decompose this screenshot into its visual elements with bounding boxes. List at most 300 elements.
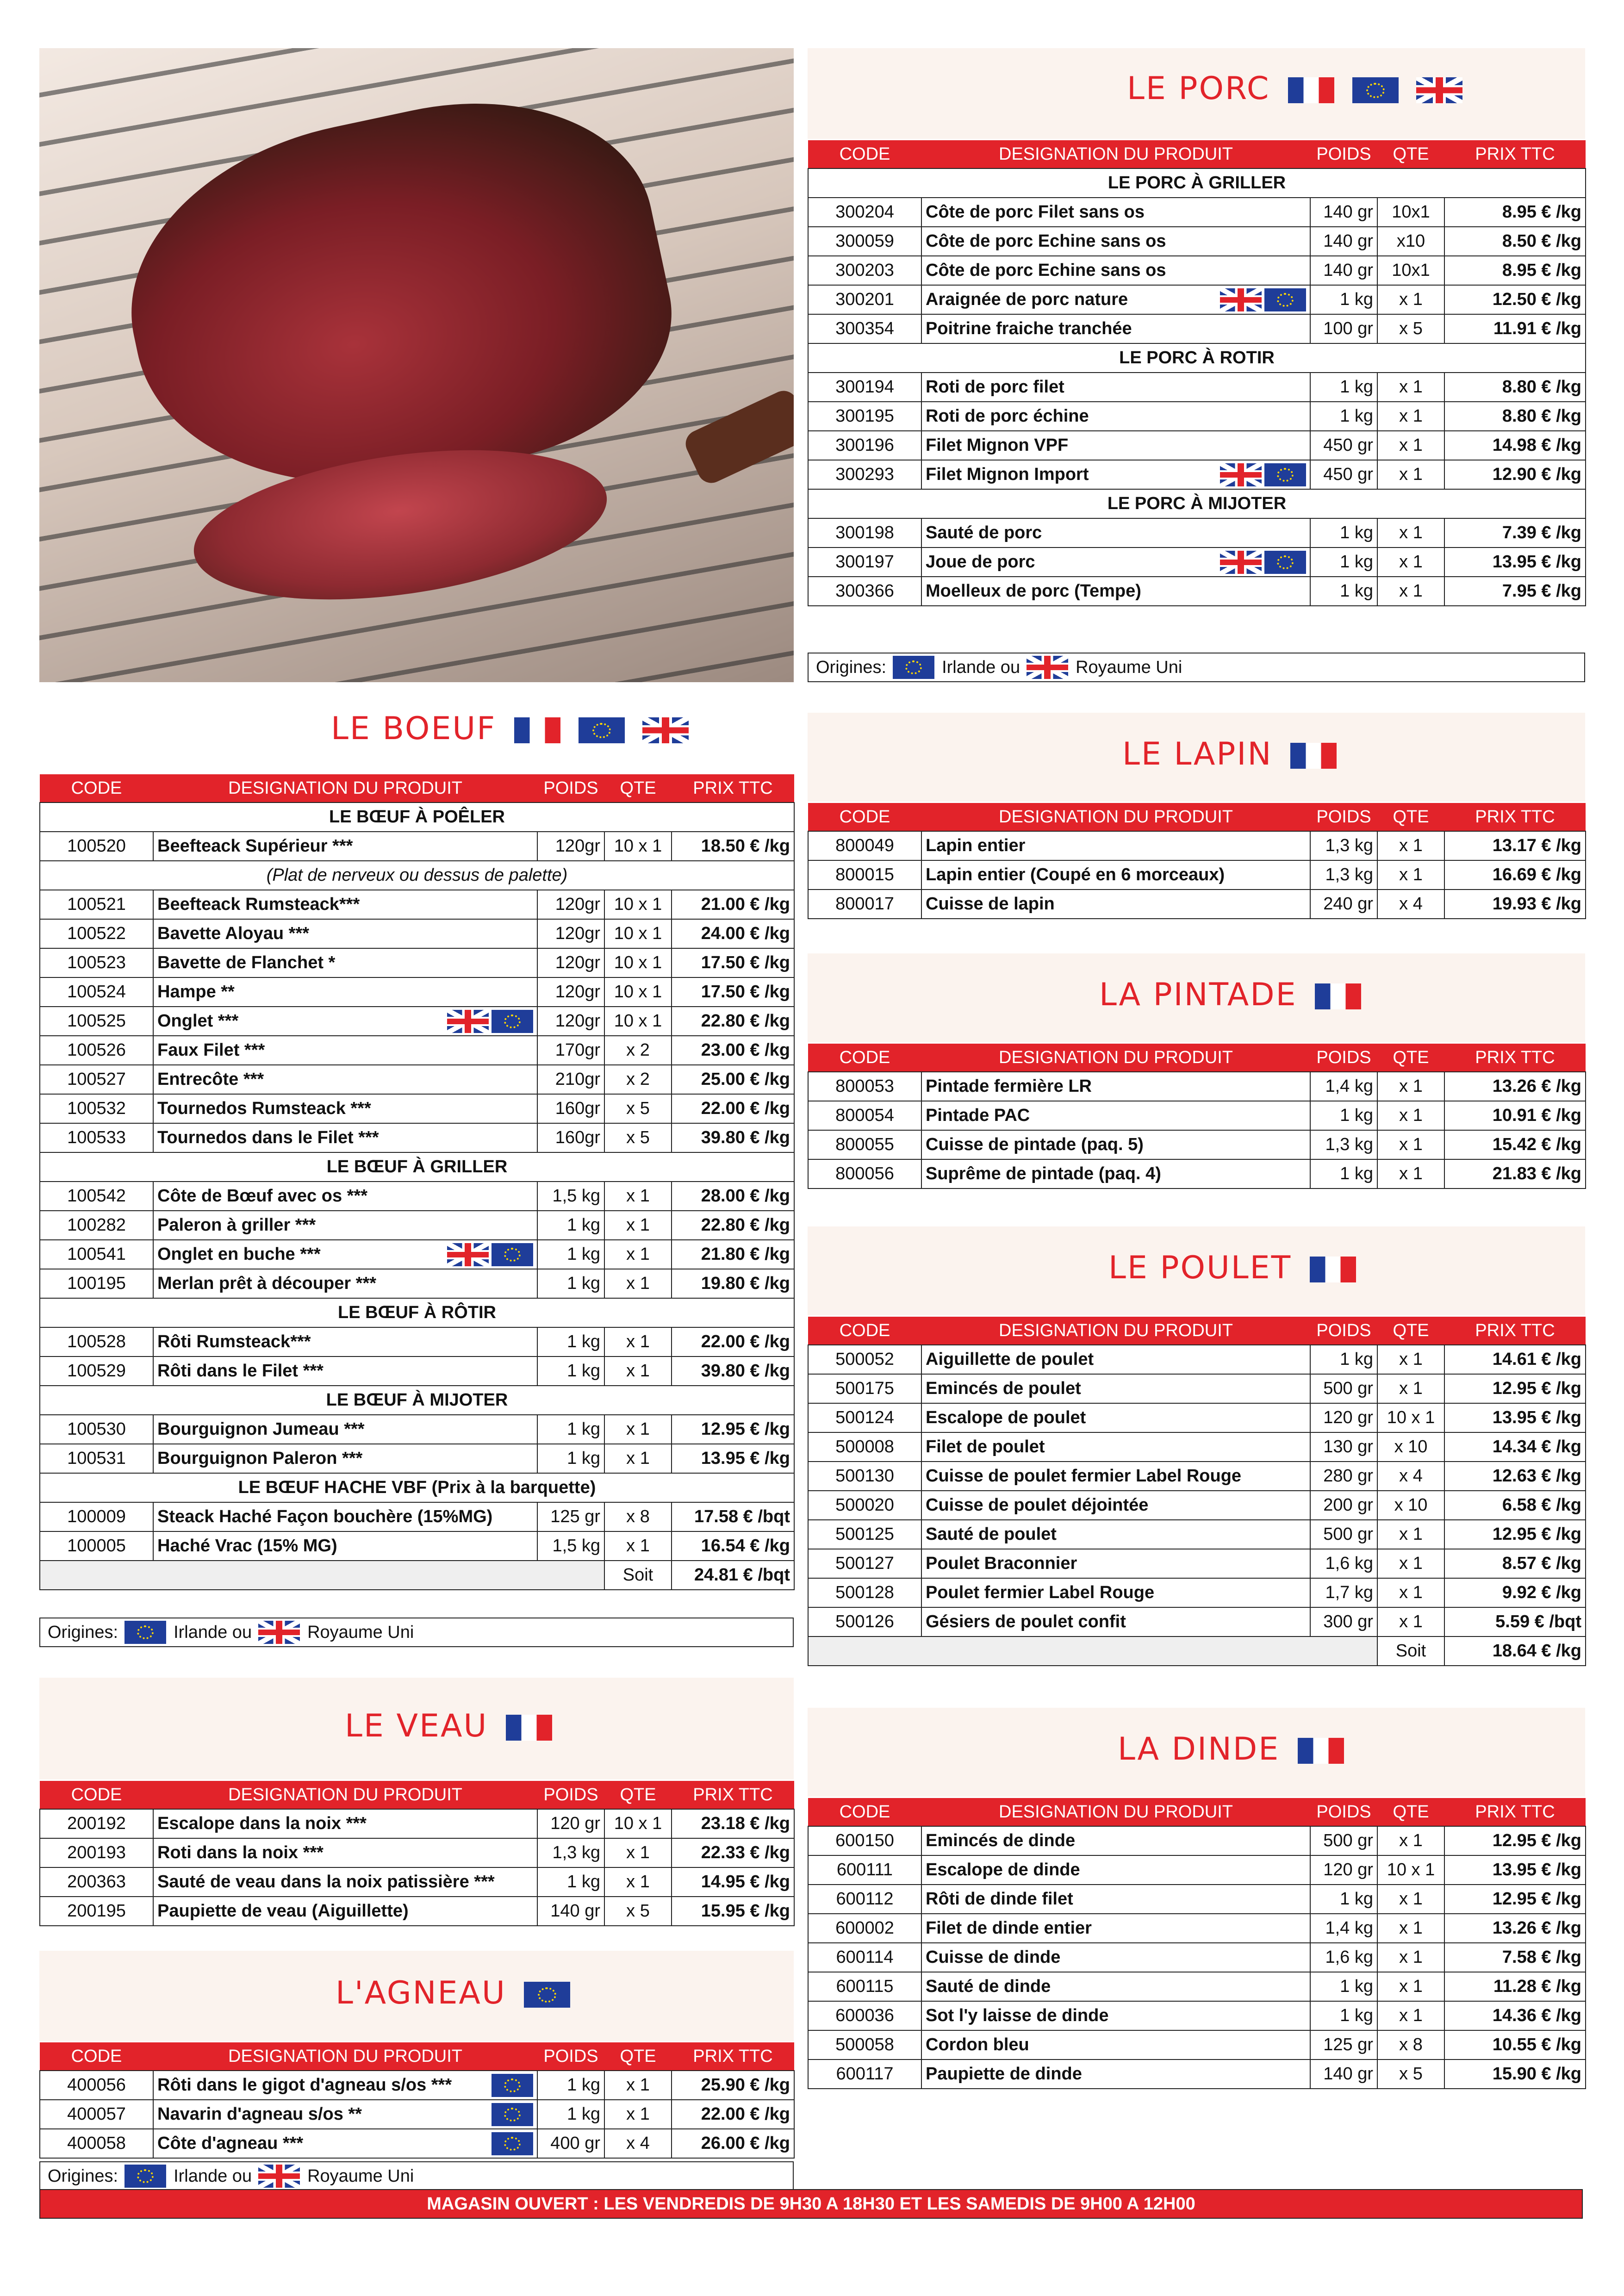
table-row <box>808 431 1586 460</box>
product-code: 600112 <box>808 1885 921 1914</box>
product-quantity: x 1 <box>604 1867 672 1897</box>
product-designation: Merlan prêt à découper *** <box>153 1269 537 1298</box>
section-title: LE PORC À MIJOTER <box>808 489 1586 518</box>
product-code: 300059 <box>808 227 921 256</box>
section-row <box>808 489 1586 518</box>
product-weight: 400 gr <box>537 2129 604 2158</box>
table-row <box>808 402 1586 431</box>
table-row <box>40 1065 794 1094</box>
empty-cell <box>40 1561 604 1590</box>
product-price: 13.17 € /kg <box>1444 831 1586 860</box>
product-weight: 1,3 kg <box>537 1838 604 1867</box>
table-row <box>40 1211 794 1240</box>
product-designation: Beefteack Supérieur *** <box>153 832 537 861</box>
product-designation: Steack Haché Façon bouchère (15%MG) <box>153 1502 537 1531</box>
product-code: 100533 <box>40 1123 153 1152</box>
table-row <box>808 577 1586 606</box>
product-price: 19.93 € /kg <box>1444 890 1586 919</box>
product-quantity: x 5 <box>604 1094 672 1123</box>
product-designation: Pintade fermière LR <box>921 1072 1310 1101</box>
section-title: LE BŒUF À MIJOTER <box>40 1386 794 1415</box>
product-quantity: x 1 <box>1377 548 1444 577</box>
table-row <box>40 861 794 890</box>
table-row <box>808 1130 1586 1159</box>
product-designation: Suprême de pintade (paq. 4) <box>921 1159 1310 1188</box>
eu-flag-icon <box>893 656 934 679</box>
eu-flag-icon <box>579 717 625 743</box>
column-header-poids: POIDS <box>537 774 604 803</box>
column-header-qte: QTE <box>604 774 672 803</box>
table-header-row <box>40 1781 794 1809</box>
porc-header <box>808 48 1585 139</box>
table-row <box>808 1159 1586 1188</box>
table-row <box>40 2129 794 2158</box>
product-designation: Paupiette de dinde <box>921 2060 1310 2089</box>
uk-flag-icon <box>1220 288 1262 311</box>
column-header-poids: POIDS <box>1310 140 1377 168</box>
product-code: 500130 <box>808 1462 921 1491</box>
product-price: 7.58 € /kg <box>1444 1943 1586 1972</box>
product-code: 100530 <box>40 1415 153 1444</box>
table-row <box>808 1549 1586 1578</box>
product-price: 8.80 € /kg <box>1444 402 1586 431</box>
product-weight: 1 kg <box>1310 518 1377 548</box>
table-row <box>808 1462 1586 1491</box>
porc-title: LE PORC <box>1127 70 1270 107</box>
section-row <box>808 343 1586 373</box>
eu-flag-icon <box>1264 551 1306 574</box>
product-price: 13.26 € /kg <box>1444 1914 1586 1943</box>
product-quantity: x 1 <box>604 1838 672 1867</box>
product-quantity: x 1 <box>1377 577 1444 606</box>
row-note: (Plat de nerveux ou dessus de palette) <box>40 861 794 890</box>
product-code: 800017 <box>808 890 921 919</box>
veau-table <box>39 1781 795 1926</box>
table-row <box>40 1531 794 1561</box>
product-price: 17.50 € /kg <box>672 977 794 1007</box>
table-row <box>808 373 1586 402</box>
product-code: 800054 <box>808 1101 921 1130</box>
table-row <box>808 1101 1586 1130</box>
product-price: 10.55 € /kg <box>1444 2030 1586 2060</box>
product-price: 18.50 € /kg <box>672 832 794 861</box>
column-header-prix: PRIX TTC <box>1444 140 1586 168</box>
product-price: 12.50 € /kg <box>1444 285 1586 314</box>
column-header-qte: QTE <box>1377 1798 1444 1826</box>
column-header-designation: DESIGNATION DU PRODUIT <box>153 774 537 803</box>
column-header-designation: DESIGNATION DU PRODUIT <box>921 1798 1310 1826</box>
product-price: 5.59 € /bqt <box>1444 1607 1586 1636</box>
product-quantity: x 1 <box>604 1327 672 1356</box>
product-designation: Poitrine fraiche tranchée <box>921 314 1310 343</box>
product-weight: 1 kg <box>1310 1345 1377 1374</box>
product-quantity: x 5 <box>604 1123 672 1152</box>
product-designation: Aiguillette de poulet <box>921 1345 1310 1374</box>
product-code: 100520 <box>40 832 153 861</box>
product-price: 24.00 € /kg <box>672 919 794 948</box>
column-header-code: CODE <box>40 2042 153 2071</box>
product-designation: Escalope dans la noix *** <box>153 1809 537 1838</box>
column-header-designation: DESIGNATION DU PRODUIT <box>921 140 1310 168</box>
product-quantity: 10 x 1 <box>604 1007 672 1036</box>
table-row <box>40 1561 794 1590</box>
product-code: 800056 <box>808 1159 921 1188</box>
product-weight: 1,7 kg <box>1310 1578 1377 1607</box>
table-row <box>40 919 794 948</box>
section-title: LE BŒUF À RÔTIR <box>40 1298 794 1327</box>
product-quantity: x 1 <box>604 1356 672 1386</box>
table-row <box>808 1826 1586 1855</box>
product-code: 300293 <box>808 460 921 489</box>
table-row <box>808 1636 1586 1666</box>
eu-flag-icon <box>124 1621 166 1644</box>
product-weight: 1 kg <box>1310 548 1377 577</box>
column-header-poids: POIDS <box>1310 803 1377 831</box>
table-row <box>808 314 1586 343</box>
product-weight: 120gr <box>537 1007 604 1036</box>
column-header-poids: POIDS <box>537 2042 604 2071</box>
table-row <box>40 1838 794 1867</box>
table-header-row <box>808 803 1586 831</box>
product-weight: 140 gr <box>1310 256 1377 285</box>
product-price: 9.92 € /kg <box>1444 1578 1586 1607</box>
uk-flag-icon <box>447 1010 489 1033</box>
soit-price: 24.81 € /bqt <box>672 1561 794 1590</box>
product-price: 8.95 € /kg <box>1444 256 1586 285</box>
product-weight: 1 kg <box>537 1415 604 1444</box>
product-quantity: x 1 <box>1377 860 1444 890</box>
uk-flag-icon <box>1220 463 1262 486</box>
product-price: 17.58 € /bqt <box>672 1502 794 1531</box>
table-header-row <box>808 140 1586 168</box>
product-weight: 120 gr <box>1310 1855 1377 1885</box>
table-row <box>808 1607 1586 1636</box>
product-designation: Navarin d'agneau s/os ** <box>153 2100 537 2129</box>
product-quantity: x 5 <box>1377 314 1444 343</box>
product-price: 14.34 € /kg <box>1444 1432 1586 1462</box>
product-designation: Poulet fermier Label Rouge <box>921 1578 1310 1607</box>
product-designation: Joue de porc <box>921 548 1310 577</box>
section-title: LE BŒUF HACHE VBF (Prix à la barquette) <box>40 1473 794 1502</box>
table-row <box>40 832 794 861</box>
section-title: LE BŒUF À POÊLER <box>40 803 794 832</box>
product-designation: Rôti de dinde filet <box>921 1885 1310 1914</box>
boeuf-header <box>39 697 794 773</box>
product-quantity: x 1 <box>1377 1374 1444 1403</box>
product-quantity: 10 x 1 <box>604 948 672 977</box>
product-weight: 1 kg <box>537 1240 604 1269</box>
product-weight: 140 gr <box>537 1897 604 1926</box>
table-row <box>40 1502 794 1531</box>
product-designation: Onglet *** <box>153 1007 537 1036</box>
product-quantity: x 1 <box>1377 1972 1444 2001</box>
product-quantity: x 1 <box>604 1444 672 1473</box>
column-header-prix: PRIX TTC <box>672 1781 794 1809</box>
column-header-code: CODE <box>808 1317 921 1345</box>
product-weight: 450 gr <box>1310 460 1377 489</box>
product-quantity: x 1 <box>1377 1101 1444 1130</box>
product-quantity: 10x1 <box>1377 256 1444 285</box>
product-weight: 120gr <box>537 919 604 948</box>
product-code: 500175 <box>808 1374 921 1403</box>
product-price: 14.61 € /kg <box>1444 1345 1586 1374</box>
column-header-poids: POIDS <box>1310 1044 1377 1072</box>
column-header-designation: DESIGNATION DU PRODUIT <box>153 1781 537 1809</box>
product-designation: Filet Mignon VPF <box>921 431 1310 460</box>
product-price: 8.57 € /kg <box>1444 1549 1586 1578</box>
table-row <box>40 948 794 977</box>
product-code: 100523 <box>40 948 153 977</box>
meat-photo <box>39 48 794 682</box>
product-quantity: x 1 <box>604 1269 672 1298</box>
product-code: 100542 <box>40 1182 153 1211</box>
table-row <box>40 977 794 1007</box>
product-designation: Filet de dinde entier <box>921 1914 1310 1943</box>
table-row <box>808 1914 1586 1943</box>
product-designation: Bavette Aloyau *** <box>153 919 537 948</box>
product-designation: Lapin entier (Coupé en 6 morceaux) <box>921 860 1310 890</box>
pintade-table <box>808 1044 1586 1189</box>
product-code: 300203 <box>808 256 921 285</box>
product-weight: 140 gr <box>1310 2060 1377 2089</box>
section-title: LE PORC À GRILLER <box>808 168 1586 198</box>
boeuf-title: LE BOEUF <box>331 710 497 747</box>
eu-flag-icon <box>492 2132 533 2155</box>
column-header-poids: POIDS <box>1310 1798 1377 1826</box>
product-quantity: x 1 <box>1377 1943 1444 1972</box>
uk-flag-icon <box>258 2165 300 2188</box>
product-code: 600115 <box>808 1972 921 2001</box>
product-price: 8.80 € /kg <box>1444 373 1586 402</box>
product-quantity: x 1 <box>1377 1914 1444 1943</box>
product-designation: Cuisse de pintade (paq. 5) <box>921 1130 1310 1159</box>
product-weight: 1 kg <box>537 1444 604 1473</box>
poulet-title: LE POULET <box>1108 1250 1292 1286</box>
product-quantity: 10 x 1 <box>604 1809 672 1838</box>
product-designation: Onglet en buche *** <box>153 1240 537 1269</box>
product-weight: 120 gr <box>1310 1403 1377 1432</box>
table-row <box>808 2001 1586 2030</box>
product-weight: 1 kg <box>537 2100 604 2129</box>
poulet-table <box>808 1317 1586 1666</box>
product-code: 100282 <box>40 1211 153 1240</box>
product-code: 100527 <box>40 1065 153 1094</box>
product-code: 300204 <box>808 198 921 227</box>
table-row <box>40 1007 794 1036</box>
product-price: 11.28 € /kg <box>1444 1972 1586 2001</box>
product-code: 500052 <box>808 1345 921 1374</box>
table-row <box>808 1855 1586 1885</box>
table-header-row <box>808 1798 1586 1826</box>
product-code: 800015 <box>808 860 921 890</box>
product-code: 300196 <box>808 431 921 460</box>
column-header-prix: PRIX TTC <box>672 774 794 803</box>
column-header-prix: PRIX TTC <box>1444 803 1586 831</box>
product-weight: 1,5 kg <box>537 1182 604 1211</box>
agneau-header <box>39 1951 794 2041</box>
product-code: 500124 <box>808 1403 921 1432</box>
table-row <box>808 2060 1586 2089</box>
product-code: 100009 <box>40 1502 153 1531</box>
product-price: 7.39 € /kg <box>1444 518 1586 548</box>
product-price: 11.91 € /kg <box>1444 314 1586 343</box>
product-quantity: x 1 <box>604 1531 672 1561</box>
column-header-prix: PRIX TTC <box>1444 1317 1586 1345</box>
table-row <box>808 548 1586 577</box>
product-quantity: x 1 <box>1377 431 1444 460</box>
product-price: 16.69 € /kg <box>1444 860 1586 890</box>
product-quantity: x 1 <box>1377 1578 1444 1607</box>
product-weight: 130 gr <box>1310 1432 1377 1462</box>
product-designation: Araignée de porc nature <box>921 285 1310 314</box>
product-price: 17.50 € /kg <box>672 948 794 977</box>
table-row <box>808 1072 1586 1101</box>
product-code: 100525 <box>40 1007 153 1036</box>
product-code: 100541 <box>40 1240 153 1269</box>
product-price: 22.80 € /kg <box>672 1211 794 1240</box>
uk-flag-icon <box>1027 656 1068 679</box>
product-weight: 1 kg <box>537 1269 604 1298</box>
eu-flag-icon <box>124 2165 166 2188</box>
table-row <box>808 198 1586 227</box>
table-row <box>808 2030 1586 2060</box>
product-designation: Escalope de poulet <box>921 1403 1310 1432</box>
product-code: 800049 <box>808 831 921 860</box>
product-designation: Lapin entier <box>921 831 1310 860</box>
uk-flag-icon <box>1416 77 1462 103</box>
table-row <box>808 1432 1586 1462</box>
product-designation: Cuisse de lapin <box>921 890 1310 919</box>
agneau-title: L'AGNEAU <box>336 1975 506 2011</box>
product-weight: 160gr <box>537 1123 604 1152</box>
product-price: 25.00 € /kg <box>672 1065 794 1094</box>
uk-flag-icon <box>1220 551 1262 574</box>
product-code: 500127 <box>808 1549 921 1578</box>
soit-label: Soit <box>604 1561 672 1590</box>
product-designation: Bourguignon Jumeau *** <box>153 1415 537 1444</box>
product-weight: 1 kg <box>1310 402 1377 431</box>
product-price: 13.95 € /kg <box>672 1444 794 1473</box>
pintade-title: LA PINTADE <box>1099 977 1297 1013</box>
product-quantity: x 1 <box>1377 1826 1444 1855</box>
poulet-header <box>808 1226 1585 1315</box>
product-code: 100005 <box>40 1531 153 1561</box>
column-header-designation: DESIGNATION DU PRODUIT <box>153 2042 537 2071</box>
column-header-qte: QTE <box>1377 1044 1444 1072</box>
product-code: 400057 <box>40 2100 153 2129</box>
table-row <box>40 1240 794 1269</box>
product-quantity: x 1 <box>1377 1885 1444 1914</box>
product-price: 12.95 € /kg <box>672 1415 794 1444</box>
dinde-table <box>808 1798 1586 2089</box>
product-price: 10.91 € /kg <box>1444 1101 1586 1130</box>
product-quantity: x 1 <box>1377 460 1444 489</box>
dinde-header <box>808 1708 1585 1797</box>
france-flag-icon <box>1290 743 1337 769</box>
product-weight: 240 gr <box>1310 890 1377 919</box>
product-quantity: x 1 <box>1377 1072 1444 1101</box>
product-quantity: 10 x 1 <box>604 832 672 861</box>
product-designation: Tournedos Rumsteack *** <box>153 1094 537 1123</box>
product-weight: 500 gr <box>1310 1826 1377 1855</box>
eu-flag-icon <box>492 1243 533 1266</box>
product-weight: 1 kg <box>537 1356 604 1386</box>
table-row <box>808 227 1586 256</box>
product-designation: Sauté de poulet <box>921 1520 1310 1549</box>
product-quantity: x 1 <box>1377 402 1444 431</box>
product-price: 8.50 € /kg <box>1444 227 1586 256</box>
product-code: 200195 <box>40 1897 153 1926</box>
table-row <box>808 831 1586 860</box>
product-weight: 1,5 kg <box>537 1531 604 1561</box>
product-code: 100531 <box>40 1444 153 1473</box>
column-header-code: CODE <box>808 1798 921 1826</box>
product-quantity: x 1 <box>1377 831 1444 860</box>
product-price: 25.90 € /kg <box>672 2071 794 2100</box>
product-weight: 1 kg <box>537 2071 604 2100</box>
product-designation: Bourguignon Paleron *** <box>153 1444 537 1473</box>
table-row <box>808 1943 1586 1972</box>
product-code: 400058 <box>40 2129 153 2158</box>
product-designation: Emincés de dinde <box>921 1826 1310 1855</box>
product-quantity: x 1 <box>1377 1520 1444 1549</box>
table-row <box>40 1867 794 1897</box>
column-header-prix: PRIX TTC <box>1444 1044 1586 1072</box>
product-code: 500125 <box>808 1520 921 1549</box>
product-code: 100529 <box>40 1356 153 1386</box>
product-quantity: x10 <box>1377 227 1444 256</box>
product-weight: 1 kg <box>1310 2001 1377 2030</box>
product-designation: Faux Filet *** <box>153 1036 537 1065</box>
product-code: 500126 <box>808 1607 921 1636</box>
product-code: 600111 <box>808 1855 921 1885</box>
product-price: 6.58 € /kg <box>1444 1491 1586 1520</box>
product-designation: Rôti dans le Filet *** <box>153 1356 537 1386</box>
column-header-code: CODE <box>808 1044 921 1072</box>
product-designation: Sauté de veau dans la noix patissière *** <box>153 1867 537 1897</box>
product-weight: 1 kg <box>1310 1101 1377 1130</box>
product-price: 12.63 € /kg <box>1444 1462 1586 1491</box>
product-weight: 1,6 kg <box>1310 1549 1377 1578</box>
product-designation: Entrecôte *** <box>153 1065 537 1094</box>
table-row <box>40 1444 794 1473</box>
product-quantity: x 4 <box>604 2129 672 2158</box>
table-row <box>808 860 1586 890</box>
table-row <box>40 1897 794 1926</box>
eu-flag-icon <box>1264 463 1306 486</box>
product-weight: 1 kg <box>1310 577 1377 606</box>
agneau-origins: Origines: Irlande ou Royaume Uni <box>39 2161 794 2191</box>
product-quantity: x 1 <box>604 1240 672 1269</box>
product-price: 14.95 € /kg <box>672 1867 794 1897</box>
table-row <box>40 1036 794 1065</box>
product-quantity: x 1 <box>1377 1549 1444 1578</box>
product-designation: Rôti Rumsteack*** <box>153 1327 537 1356</box>
product-price: 14.36 € /kg <box>1444 2001 1586 2030</box>
column-header-code: CODE <box>40 774 153 803</box>
product-weight: 1 kg <box>1310 1885 1377 1914</box>
product-price: 22.00 € /kg <box>672 2100 794 2129</box>
product-quantity: x 8 <box>1377 2030 1444 2060</box>
table-row <box>808 1491 1586 1520</box>
column-header-designation: DESIGNATION DU PRODUIT <box>921 1044 1310 1072</box>
section-row <box>808 168 1586 198</box>
product-price: 21.80 € /kg <box>672 1240 794 1269</box>
table-row <box>808 1972 1586 2001</box>
column-header-code: CODE <box>40 1781 153 1809</box>
table-row <box>40 1415 794 1444</box>
product-weight: 200 gr <box>1310 1491 1377 1520</box>
